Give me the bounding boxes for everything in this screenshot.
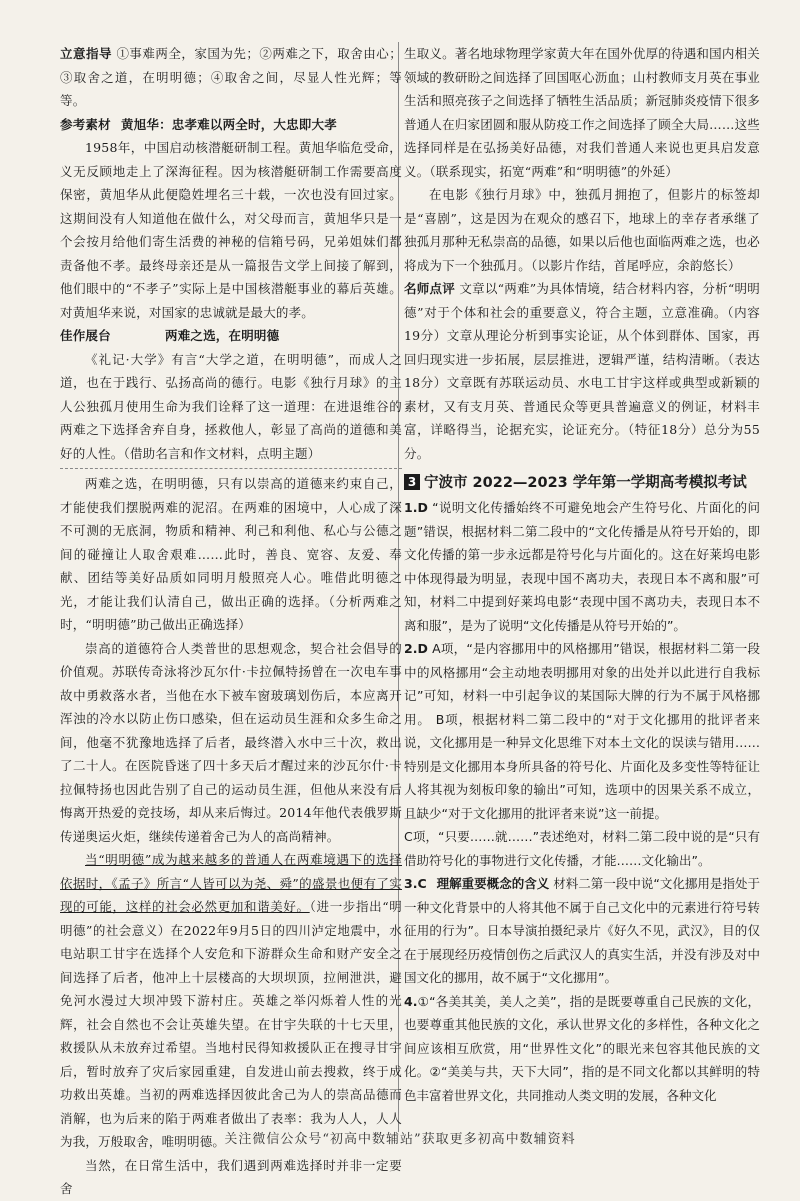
answer-3-label: 理解重要概念的含义 — [436, 876, 550, 891]
essay-paragraph-4-note: （进一步指出“明明德”的社会意义）在2022年9月5日的四川泸定地震中，水电站职工甘宇在选择个人安危和下游群众生命和财产安全之间选择了后者，他冲上十层楼高的大坝坝顶，拉闸泄洪，避免河水漫过大坝冲毁下游村庄。英雄之举闪烁着人性的光辉，社会自然也不会让英雄失望。在甘宇失联的十七天里，救援队从未放弃过希望。当地村民得知救援队正在搜寻甘宇后，暂时放弃了灾后家园重建，自发进山前去搜救，终于成功救出英雄。当初的两难选择因彼此舍己为人的崇高品德而消解，也为后来的陷于两难者做出了表率：我为人人，人人为我，万般取舍，唯明明德。 — [60, 899, 402, 1149]
answer-4-key: 4. — [404, 993, 418, 1009]
answer-3 — [404, 872, 760, 990]
intent-paragraph — [60, 42, 402, 113]
essay-continued-2: 在电影《独行月球》中，独孤月拥抱了，但影片的标签却是“喜剧”，这是因为在观众的感召下，地球上的幸存者承继了独孤月那种无私崇高的品德，如果以后他也面临两难之选，也必将成为下一个独孤月。（以影片作结，首尾呼应，余韵悠长） — [404, 187, 760, 273]
section-heading — [404, 471, 760, 492]
answer-4-text: ①“各美其美，美人之美”，指的是既要尊重自己民族的文化，也要尊重其他民族的文化，承认世界文化的多样性，各种文化之间应该相互欣赏，用“世界性文化”的眼光来包容其他民族的文化。②“美美与共，天下大同”，指的是不同文化都以其鲜明的特色丰富着世界文化，共同推动人类文明的发展，各种文化 — [404, 993, 760, 1103]
reference-label: 参考素材 — [60, 116, 111, 132]
essay-paragraph-3: 崇高的道德符合人类普世的思想观念，契合社会倡导的价值观。苏联传奇泳将沙瓦尔什·卡拉佩特扬曾在一次电车事故中勇救落水者，当他在水下被车窗玻璃划伤后，本应离开浑浊的冷水以防止伤口感染，但在运动员生涯和众多生命之间，他毫不犹豫地选择了后者，最终潜入水中三十次，救出了二十人。在医院昏迷了四十多天后才醒过来的沙瓦尔什·卡拉佩特扬也因此告别了自己的运动员生涯，但他从来没有后悔离开热爱的竞技场，却从来后悔过。2014年他代表俄罗斯传递奥运火炬，继续传递着舍己为人的高尚精神。 — [60, 640, 402, 844]
answer-2 — [404, 637, 760, 825]
answer-2-option-c: C项，“只要……就……”表述绝对，材料二第二段中说的是“只有借助符号化的事物进行文化传播，才能……文化输出”。 — [404, 829, 760, 868]
footer-watermark-text: 关注微信公众号“初高中数辅站”获取更多初高中数辅资料 — [224, 1132, 576, 1147]
essay-paragraph-4-underlined: 当“明明德”成为越来越多的普通人在两难境遇下的选择依据时，《孟子》所言“人皆可以为尧、舜”的盛景也便有了实现的可能，这样的社会必然更加和谐美好。 — [60, 852, 402, 914]
answer-3-key: 3.C — [404, 876, 427, 891]
answer-2-option-b: B项，根据材料二第二段中的“对于文化挪用的批评者来说，文化挪用是一种异文化思维下对本土文化的误读与错用……特别是文化挪用本身所具备的符号化、片面化及多变性等特征让人将其视为刻板印象的输出”可知，选项中的因果关系不成立，且缺少“对于文化挪用的批评者来说”这一前提。 — [404, 711, 760, 821]
section-number-badge: 3 — [404, 474, 420, 490]
essay-paragraph-5: 当然，在日常生活中，我们遇到两难选择时并非一定要舍 — [60, 1157, 402, 1196]
review-text: 文章以“两难”为具体情境，结合材料内容，分析“明明德”对于个体和社会的重要意义，符合主题，立意准确。（内容19分）文章从理论分析到事实论证，从个体到群体、国家，再回归现实进一步拓展，层层推进，逻辑严谨，结构清晰。（表达18分）文章既有苏联运动员、水电工甘宇这样或典型或新颖的素材，又有支月英、普通民众等更具普遍意义的例证，材料丰富，详略得当，论据充实，论证充分。（特征18分）总分为55分。 — [404, 281, 760, 461]
answer-1-text: “说明文化传播始终不可避免地会产生符号化、片面化的问题”错误，根据材料二第二段中的“文化传播是从符号开始的，即文化传播的第一步永远都是符号化与片面化的。这在好莱坞电影中体现得最为明显，表现中国不离功夫，表现日本不离和服”可知，材料二中提到好莱坞电影“表现中国不离功夫，表现日本不离和服”，是为了说明“文化传播是从符号开始的”。 — [404, 500, 760, 633]
section-title: 宁波市 2022—2023 学年第一学期高考模拟考试 — [424, 475, 747, 491]
reference-heading — [60, 113, 402, 137]
essay-continued-1: 生取义。著名地球物理学家黄大年在国外优厚的待遇和国内相关领域的教研盼之间选择了回国呕心沥血；山村教师支月英在事业生活和照亮孩子之间选择了牺牲生活品质；新冠肺炎疫情下很多普通人在归家团圆和服从防疫工作之间选择了顾全大局……这些选择同样是在弘扬美好品德，对我们普通人来说也更具启发意义。（联系现实，拓宽“两难”和“明明德”的外延） — [404, 46, 760, 179]
left-column — [60, 42, 402, 1201]
right-column — [404, 42, 760, 1107]
essay-title: 两难之选，在明明德 — [165, 328, 280, 343]
dashed-separator — [60, 468, 402, 469]
answer-1 — [404, 496, 760, 637]
reference-title: 黄旭华：忠孝难以两全时，大忠即大孝 — [121, 116, 337, 132]
answer-2-option-a: A项，“是内容挪用中的风格挪用”错误，根据材料二第一段中的风格挪用“会主动地表明挪用对象的出处并以此进行自我标记”可知，材料一中引起争议的某国际大牌的行为不属于风格挪用。 — [404, 641, 760, 727]
intent-label: 立意指导 — [60, 46, 112, 61]
answer-2-key: 2.D — [404, 641, 428, 656]
answer-4 — [404, 990, 760, 1108]
answer-3-text: 材料二第一段中说“文化挪用是指处于一种文化背景中的人将其他不属于自己文化中的元素进行符号转征用的行为”。日本导演拍摄纪录片《好久不见，武汉》，目的仅在于展现经历疫情创伤之后武汉人的真实生活，并没有涉及对中国文化的挪用，故不属于“文化挪用”。 — [404, 876, 760, 985]
essay-paragraph-2: 两难之选，在明明德，只有以崇高的道德来约束自己，才能使我们摆脱两难的泥沼。在两难的困境中，人心成了深不可测的无底洞，物质和精神、利己和利他、私心与公德之间的碰撞让人取舍艰难……此时，善良、宽容、友爱、奉献、团结等美好品质如同明月般照亮人心。唯借此明德之光，才能让我们认清自己，做出正确的选择。（分析两难之时，“明明德”助己做出正确选择） — [60, 476, 402, 632]
essay-heading — [60, 324, 402, 348]
review-label: 名师点评 — [404, 281, 456, 296]
essay-paragraph-1: 《礼记·大学》有言“大学之道，在明明德”，而成人之道，也在于践行、弘扬高尚的德行。电影《独行月球》的主人公独孤月使用生命为我们诠释了这一道理：在进退维谷的两难之下选择舍弃自身，拯救他人，彰显了高尚的道德和美好的人性。（借助名言和作文材料，点明主题） — [60, 351, 402, 461]
teacher-review — [404, 277, 760, 465]
essay-paragraph-4 — [60, 848, 402, 1154]
reference-body: 1958年，中国启动核潜艇研制工程。黄旭华临危受命，义无反顾地走上了深海征程。因为核潜艇研制工作需要高度保密，黄旭华从此便隐姓埋名三十载，一次也没有回过家。这期间没有人知道他在做什么，对父母而言，黄旭华只是一个会按月给他们寄生活费的神秘的信箱号码，兄弟姐妹们都责备他不孝。最终母亲还是从一篇报告文学上间接了解到，他们眼中的“不孝子”实际上是中国核潜艇事业的幕后英雄。对黄旭华来说，对国家的忠诚就是最大的孝。 — [60, 140, 402, 320]
intent-text: ①事难两全，家国为先；②两难之下，取舍由心；③取舍之道，在明明德；④取舍之间，尽显人性光辉；等等。 — [60, 46, 402, 108]
answer-1-key: 1.D — [404, 500, 428, 515]
essay-label: 佳作展台 — [60, 328, 111, 343]
